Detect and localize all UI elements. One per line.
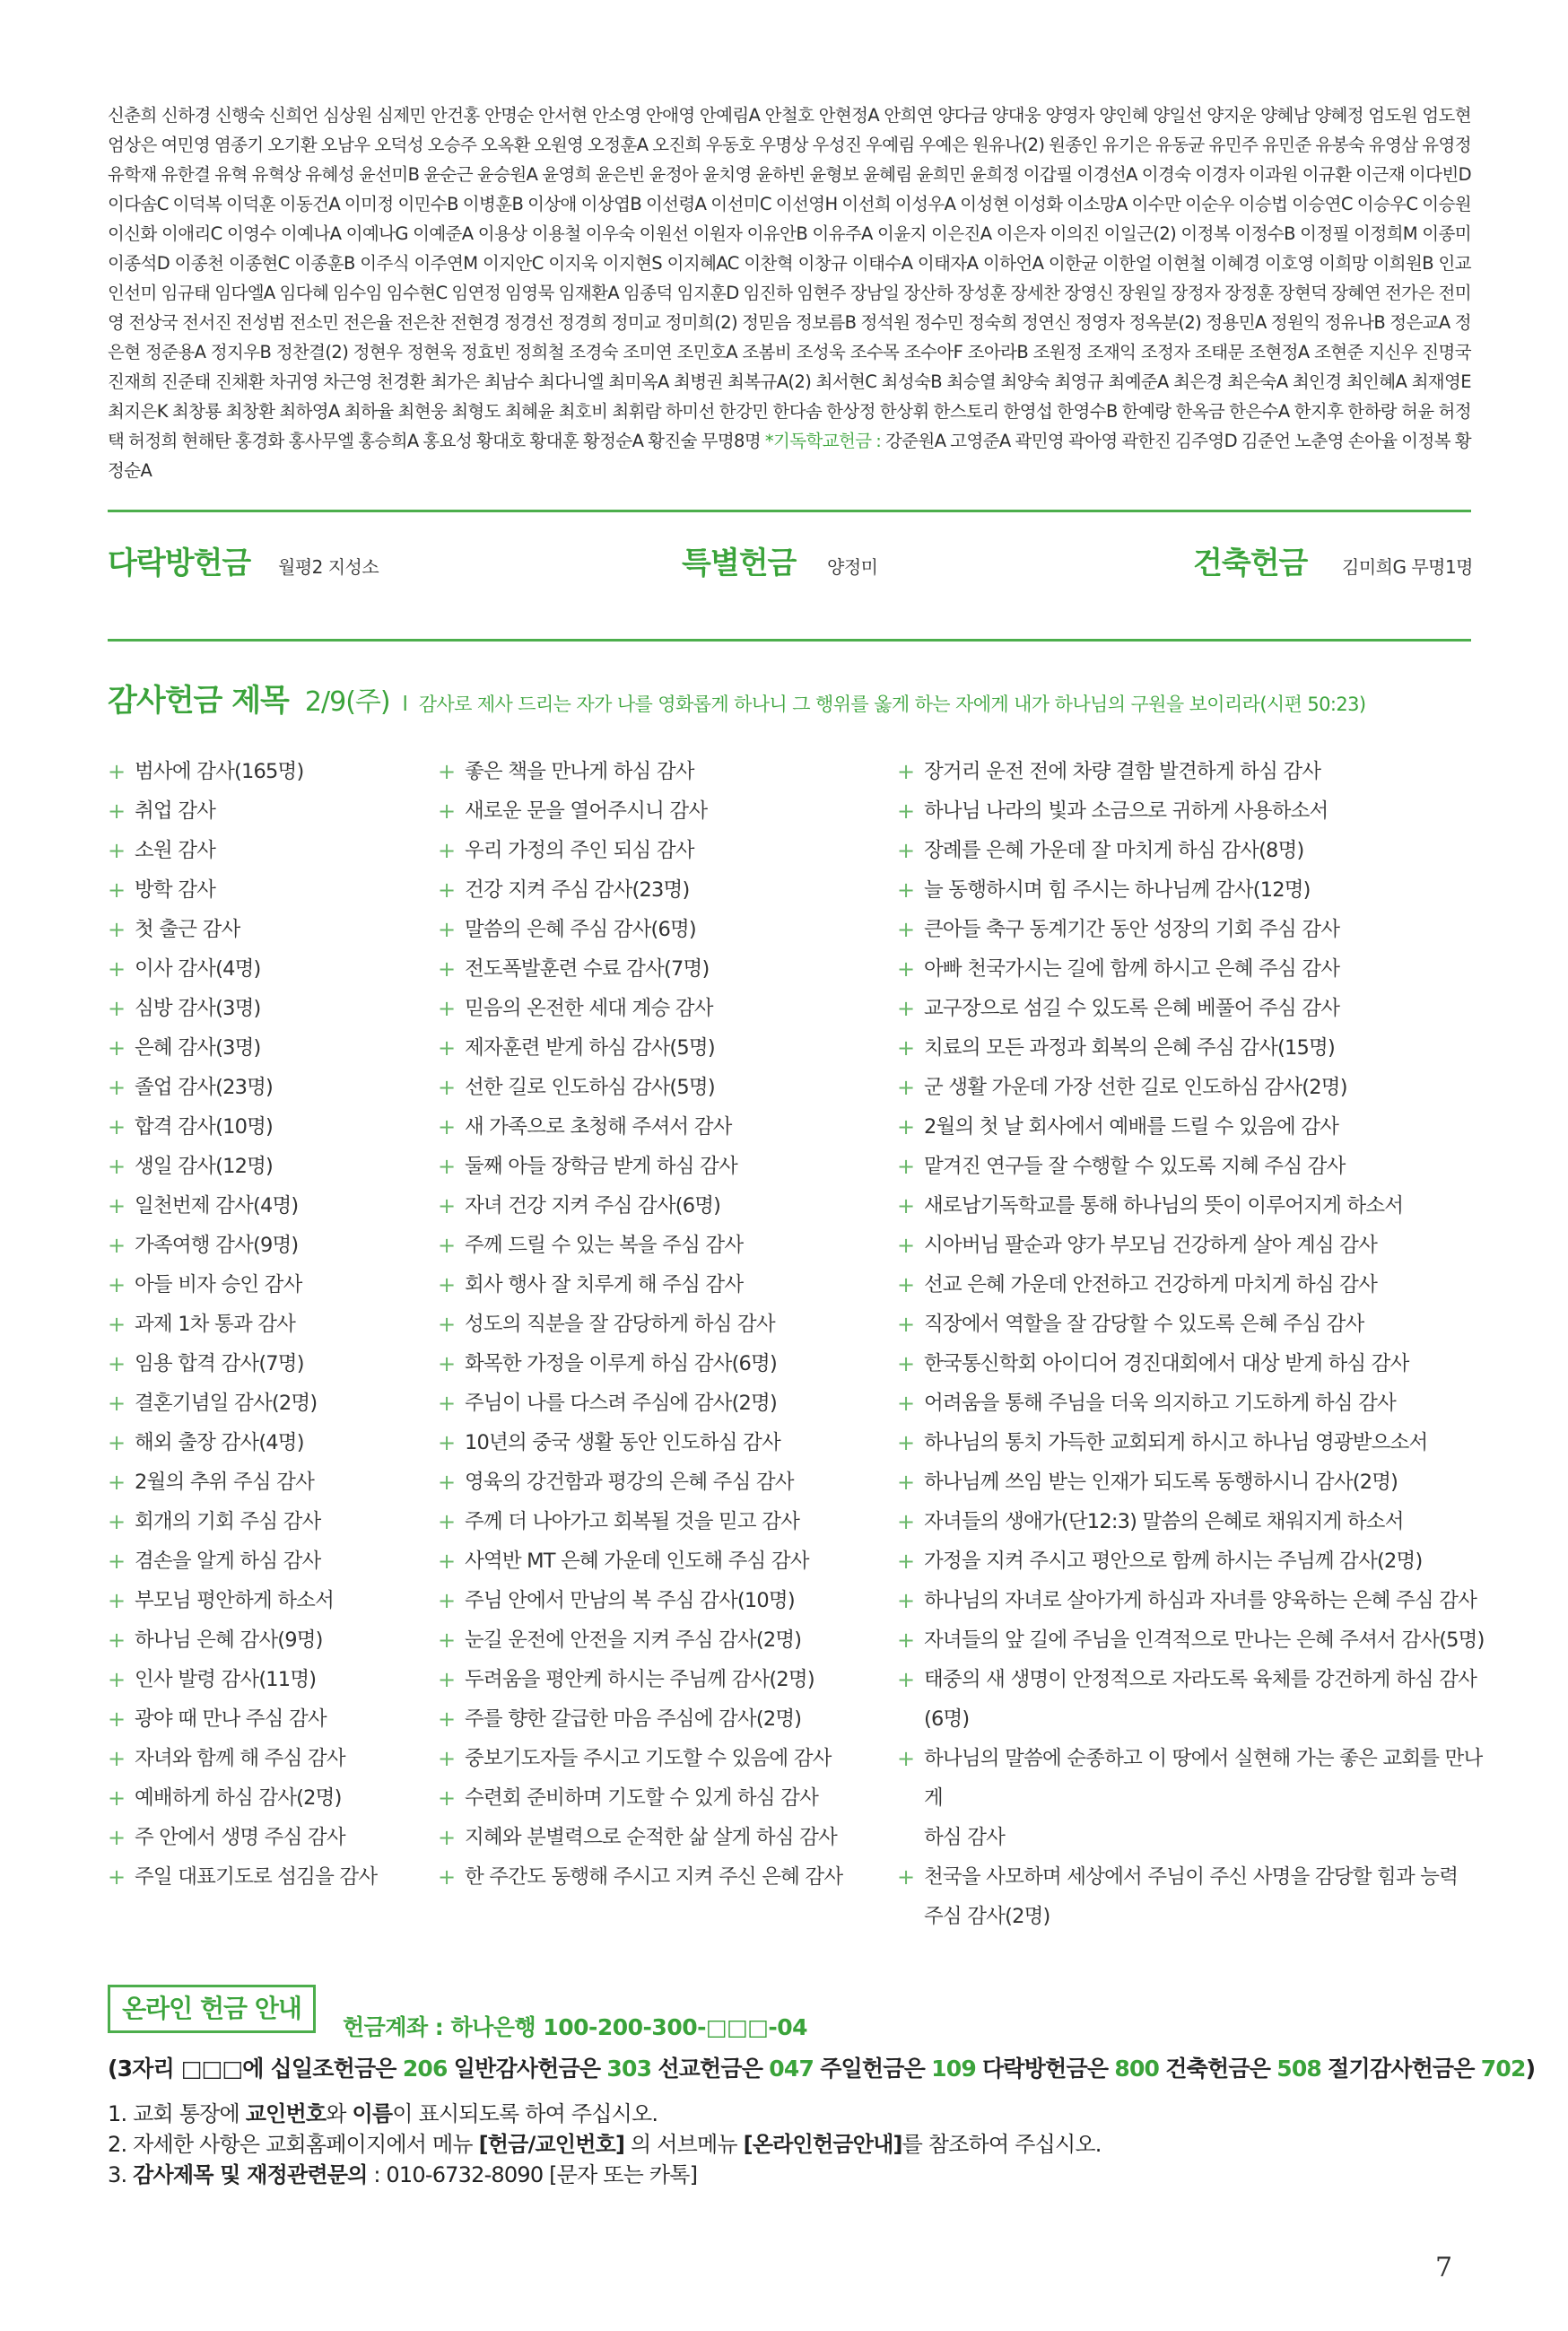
thanks-verse: 감사로 제사 드리는 자가 나를 영화롭게 하나니 그 행위를 옳게 하는 자에게 내가 하나님의 구원을 보이리라(시편 50:23) (418, 694, 1366, 715)
thanks-item (438, 1739, 895, 1778)
thanks-item-text: 눈길 운전에 안전을 지켜 주심 감사(2명) (465, 1628, 802, 1652)
thanks-item-text: 선교 은혜 가운데 안전하고 건강하게 마치게 하심 감사 (924, 1273, 1378, 1296)
thanks-item (897, 1226, 1489, 1265)
thanks-item (897, 1660, 1489, 1739)
thanks-item-text: 예배하게 하심 감사(2명) (135, 1786, 342, 1810)
thanks-item (108, 1462, 431, 1502)
thanks-separator: l (402, 694, 408, 716)
thanks-item-text: 자녀들의 생애가(단12:3) 말씀의 은혜로 채워지게 하소서 (924, 1510, 1404, 1533)
thanks-item (108, 1107, 431, 1147)
thanks-item-text: 성도의 직분을 잘 감당하게 하심 감사 (465, 1313, 775, 1336)
thanks-item (438, 1857, 895, 1897)
thanks-item-text: 선한 길로 인도하심 감사(5명) (465, 1076, 715, 1099)
thanks-item (438, 1699, 895, 1739)
thanks-item-text: 해외 출장 감사(4명) (135, 1431, 304, 1454)
code-festival: 702 (1480, 2056, 1526, 2082)
thanks-item-text: 좋은 책을 만나게 하심 감사 (465, 760, 694, 783)
thanks-item (897, 1541, 1489, 1581)
thanks-item-text: 우리 가정의 주인 되심 감사 (465, 839, 694, 862)
note-3-a: 3. (108, 2162, 134, 2187)
code-darak: 800 (1114, 2056, 1160, 2082)
thanks-item-text: 자녀 건강 지켜 주심 감사(6명) (465, 1194, 721, 1218)
code-tithe: 206 (402, 2056, 448, 2082)
thanks-item-text: 새 가족으로 초청해 주셔서 감사 (465, 1115, 732, 1139)
note-1-e: 이 표시되도록 하여 주십시오. (392, 2101, 658, 2126)
thanks-item (438, 1581, 895, 1620)
codes-label-mission: 선교헌금은 (658, 2056, 763, 2082)
thanks-item-text: 늘 동행하시며 힘 주시는 하나님께 감사(12명) (924, 878, 1311, 902)
code-thanks: 303 (606, 2056, 652, 2082)
thanks-item (897, 791, 1489, 831)
building-offering-title: 건축헌금 (1193, 546, 1308, 581)
page-number: 7 (1435, 2252, 1453, 2283)
thanks-item (438, 1226, 895, 1265)
thanks-item (438, 1778, 895, 1818)
thanks-item (108, 1857, 431, 1897)
thanks-item (108, 870, 431, 910)
thanks-item-text: 하나님의 통치 가득한 교회되게 하시고 하나님 영광받으소서 (924, 1431, 1428, 1454)
thanks-column-2 (438, 752, 895, 1897)
thanks-item-text: 영육의 강건함과 평강의 은혜 주심 감사 (465, 1471, 794, 1494)
thanks-item-text: 주님이 나를 다스려 주심에 감사(2명) (465, 1392, 777, 1415)
thanks-item-text: 2월의 추위 주심 감사 (135, 1471, 315, 1494)
thanks-item-text: 장거리 운전 전에 차량 결함 발견하게 하심 감사 (924, 760, 1321, 783)
thanks-item-text: 2월의 첫 날 회사에서 예배를 드릴 수 있음에 감사 (924, 1115, 1339, 1139)
thanks-item (108, 1068, 431, 1107)
thanks-item (108, 1699, 431, 1739)
thanks-item-text: 주일 대표기도로 섬김을 감사 (135, 1865, 378, 1889)
thanks-item-continuation: 주심 감사(2명) (924, 1905, 1050, 1928)
thanks-item-continuation: 하심 감사 (924, 1826, 1006, 1849)
thanks-item-text: 일천번제 감사(4명) (135, 1194, 299, 1218)
thanks-column-1 (108, 752, 431, 1897)
thanks-item-text: 한국통신학회 아이디어 경진대회에서 대상 받게 하심 감사 (924, 1352, 1409, 1375)
thanks-item-text: 합격 감사(10명) (135, 1115, 274, 1139)
thanks-item-text: 건강 지켜 주심 감사(23명) (465, 878, 690, 902)
thanks-item-text: 이사 감사(4명) (135, 957, 261, 981)
thanks-item-text: 겸손을 알게 하심 감사 (135, 1550, 321, 1573)
thanks-item (438, 1265, 895, 1305)
thanks-item-text: 맡겨진 연구들 잘 수행할 수 있도록 지혜 주심 감사 (924, 1155, 1346, 1178)
thanks-item-text: 부모님 평안하게 하소서 (135, 1589, 335, 1612)
thanks-item (438, 1344, 895, 1384)
codes-label-festival: 절기감사헌금은 (1328, 2056, 1475, 2082)
note-2-b: [헌금/교인번호] (478, 2132, 625, 2157)
thanks-item (897, 1739, 1489, 1857)
thanks-item (897, 1502, 1489, 1541)
thanks-item-text: 하나님 은혜 감사(9명) (135, 1628, 323, 1652)
thanks-item (438, 949, 895, 989)
thanks-item (897, 1857, 1489, 1936)
thanks-item (108, 1265, 431, 1305)
thanks-item (438, 1502, 895, 1541)
thanks-item (108, 1818, 431, 1857)
thanks-item-text: 첫 출근 감사 (135, 918, 240, 941)
thanks-item-text: 화목한 가정을 이루게 하심 감사(6명) (465, 1352, 777, 1375)
thanks-item (108, 1541, 431, 1581)
thanks-item (897, 1265, 1489, 1305)
thanks-item (438, 1660, 895, 1699)
special-offering-names: 양정미 (827, 556, 878, 578)
thanks-item-text: 하나님의 말씀에 순종하고 이 땅에서 실현해 가는 좋은 교회를 만나게 (924, 1747, 1483, 1810)
thanks-item (438, 1186, 895, 1226)
thanks-item-text: 심방 감사(3명) (135, 997, 261, 1020)
thanks-item-text: 두려움을 평안케 하시는 주님께 감사(2명) (465, 1668, 814, 1691)
thanks-column-3 (897, 752, 1489, 1936)
darak-offering-names: 월평2 지성소 (278, 556, 379, 578)
thanks-item (897, 752, 1489, 791)
thanks-item (438, 1818, 895, 1857)
thanks-item-text: 둘째 아들 장학금 받게 하심 감사 (465, 1155, 737, 1178)
thanks-item-text: 사역반 MT 은혜 가운데 인도해 주심 감사 (465, 1550, 809, 1573)
thanks-item (438, 791, 895, 831)
thanks-item (438, 831, 895, 870)
thanks-item (897, 910, 1489, 949)
thanks-item (108, 1226, 431, 1265)
thanks-item-text: 하나님 나라의 빛과 소금으로 귀하게 사용하소서 (924, 799, 1328, 823)
thanks-item (108, 1147, 431, 1186)
thanks-item (108, 1423, 431, 1462)
thanks-item-text: 새로운 문을 열어주시니 감사 (465, 799, 708, 823)
thanks-item (897, 1384, 1489, 1423)
codes-label-sunday: 주일헌금은 (820, 2056, 925, 2082)
thanks-item (108, 949, 431, 989)
building-offering-names: 김미희G 무명1명 (1342, 556, 1473, 578)
thanks-item-text: 주께 더 나아가고 회복될 것을 믿고 감사 (465, 1510, 800, 1533)
school-offering-label: *기독학교헌금 : (764, 431, 882, 451)
thanks-item-text: 군 생활 가운데 가장 선한 길로 인도하심 감사(2명) (924, 1076, 1347, 1099)
thanks-item-text: 방학 감사 (135, 878, 216, 902)
thanks-item-text: 광야 때 만나 주심 감사 (135, 1707, 327, 1731)
thanks-item-text: 취업 감사 (135, 799, 216, 823)
note-2 (108, 2126, 1102, 2158)
thanks-item (108, 1778, 431, 1818)
thanks-item (897, 1344, 1489, 1384)
thanks-item-text: 아빠 천국가시는 길에 함께 하시고 은혜 주심 감사 (924, 957, 1340, 981)
thanks-item (108, 1660, 431, 1699)
code-mission: 047 (769, 2056, 814, 2082)
note-2-c: 의 서브메뉴 (624, 2132, 744, 2157)
thanks-item (897, 949, 1489, 989)
codes-suffix: ) (1525, 2056, 1536, 2082)
thanks-item-text: 소원 감사 (135, 839, 216, 862)
thanks-item (108, 1620, 431, 1660)
thanks-item (438, 752, 895, 791)
codes-prefix: (3자리 □□□에 십일조헌금은 (108, 2056, 396, 2082)
thanks-item-text: 은혜 감사(3명) (135, 1036, 261, 1060)
codes-label-building: 건축헌금은 (1165, 2056, 1271, 2082)
thanks-item (108, 752, 431, 791)
thanks-item-text: 큰아들 축구 동계기간 동안 성장의 기회 주심 감사 (924, 918, 1340, 941)
note-2-e: 를 참조하여 주십시오. (902, 2132, 1102, 2157)
school-offering-names: 강준원A 고영준A 곽민영 곽아영 곽한진 김주영D 김준언 노춘영 손아율 이정복 황정순A (108, 431, 1471, 481)
online-offering-title: 온라인 헌금 안내 (108, 1985, 316, 2033)
thanks-item-text: 주님 안에서 만남의 복 주심 감사(10명) (465, 1589, 795, 1612)
thanks-item-text: 자녀들의 앞 길에 주님을 인격적으로 만나는 은혜 주셔서 감사(5명) (924, 1628, 1485, 1652)
thanks-item-text: 말씀의 은혜 주심 감사(6명) (465, 918, 696, 941)
thanks-item (108, 1344, 431, 1384)
thanks-item (108, 1384, 431, 1423)
thanks-item (108, 1305, 431, 1344)
thanks-item (108, 791, 431, 831)
thanks-item-text: 한 주간도 동행해 주시고 지켜 주신 은혜 감사 (465, 1865, 843, 1889)
thanks-item (897, 831, 1489, 870)
thanks-item (897, 1107, 1489, 1147)
thanks-item-text: 가정을 지켜 주시고 평안으로 함께 하시는 주님께 감사(2명) (924, 1550, 1423, 1573)
thanks-item-text: 천국을 사모하며 세상에서 주님이 주신 사명을 감당할 힘과 능력 (924, 1865, 1459, 1889)
thanks-item (108, 910, 431, 949)
thanks-item-text: 태중의 새 생명이 안정적으로 자라도록 육체를 강건하게 하심 감사(6명) (924, 1668, 1477, 1731)
thanks-item-text: 주 안에서 생명 주심 감사 (135, 1826, 345, 1849)
thanks-item-text: 수련회 준비하며 기도할 수 있게 하심 감사 (465, 1786, 819, 1810)
thanks-item-text: 제자훈련 받게 하심 감사(5명) (465, 1036, 715, 1060)
thanks-item (438, 1384, 895, 1423)
thanks-item (897, 870, 1489, 910)
code-sunday: 109 (931, 2056, 976, 2082)
note-1 (108, 2096, 658, 2127)
thanks-item (438, 989, 895, 1028)
codes-label-darak: 다락방헌금은 (982, 2056, 1109, 2082)
thanks-item (897, 1423, 1489, 1462)
donor-list (108, 100, 1471, 485)
thanks-item (438, 1068, 895, 1107)
darak-offering-title: 다락방헌금 (108, 546, 251, 581)
thanks-item-text: 교구장으로 섬길 수 있도록 은혜 베풀어 주심 감사 (924, 997, 1340, 1020)
thanks-item (438, 1305, 895, 1344)
codes-label-thanks: 일반감사헌금은 (453, 2056, 601, 2082)
thanks-item-text: 새로남기독학교를 통해 하나님의 뜻이 이루어지게 하소서 (924, 1194, 1404, 1218)
thanks-item (438, 870, 895, 910)
thanks-item (108, 1502, 431, 1541)
offering-account: 헌금계좌 : 하나은행 100-200-300-□□□-04 (343, 2014, 808, 2040)
thanks-item (897, 989, 1489, 1028)
thanks-item-text: 졸업 감사(23명) (135, 1076, 274, 1099)
thanks-title: 감사헌금 제목 (108, 683, 289, 719)
donor-names: 신춘희 신하경 신행숙 신희언 심상원 심제민 안건홍 안명순 안서현 안소영 안애영 안예림A 안철호 안현정A 안희연 양다금 양대웅 양영자 양인혜 양일선 양지운 양혜남 양혜정 엄도원 엄도현 엄상은 여민영 염종기 오기환 오남우 오덕성 오승주 오옥환 오원영 오정훈A 오진희 우동호 우명상 우성진 우예림 우예은 원유나(2) 원종인 유기은 유동균 유민주 유민준 유봉숙 유영삼 유영정 유학재 유한결 유혁 유혁상 유혜성 윤선미B 윤순근 윤승원A 윤영희 윤은빈 윤정아 윤치영 윤하빈 윤형보 윤혜림 윤희민 윤희정 이갑필 이경선A 이경숙 이경자 이과원 이규환 이근재 이다빈D 이다솜C 이덕복 이덕훈 이동건A 이미정 이민수B 이병훈B 이상애 이상엽B 이선령A 이선미C 이선영H 이선희 이성우A 이성현 이성화 이소망A 이수만 이순우 이승법 이승연C 이승우C 이승원 이신화 이애리C 이영수 이예나A 이예나G 이예준A 이용상 이용철 이우숙 이원선 이원자 이유안B 이유주A 이윤지 이은진A 이은자 이의진 이일근(2) 이정복 이정수B 이정필 이정희M 이종미 이종석D 이종천 이종현C 이종훈B 이주식 이주연M 이지안C 이지욱 이지현S 이지혜AC 이찬혁 이창규 이태수A 이태자A 이하언A 이한균 이한얼 이현철 이혜경 이호영 이희망 이희원B 인교 인선미 임규태 임다엘A 임다혜 임수임 임수현C 임연정 임영묵 임재환A 임종덕 임지훈D 임진하 임현주 장남일 장산하 장성훈 장세찬 장영신 장원일 장정자 장정훈 장현덕 장혜연 전가은 전미영 전상국 전서진 전성범 전소민 전은율 전은찬 전현경 정경선 정경희 정미교 정미희(2) 정믿음 정보름B 정석원 정수민 정숙희 정연신 정영자 정옥분(2) 정용민A 정원익 정유나B 정은교A 정은현 정준용A 정지우B 정찬결(2) 정현우 정현욱 정효빈 정희철 조경숙 조미연 조민호A 조봄비 조성욱 조수목 조수아F 조아라B 조원정 조재익 조정자 조태문 조현정A 조현준 지신우 진명국 진재희 진준태 진채환 차귀영 차근영 천경환 최가은 최남수 최다니엘 최미옥A 최병권 최복규A(2) 최서현C 최성숙B 최승열 최양숙 최영규 최예준A 최은경 최은숙A 최인경 최인혜A 최재영E 최지은K 최창룡 최창환 최하영A 최하율 최현웅 최형도 최혜윤 최호비 최휘람 하미선 한강민 한다솜 한상정 한상휘 한스토리 한영섭 한영수B 한예랑 한옥금 한은수A 한지후 한하랑 허윤 허정택 허정희 현해탄 홍경화 홍사무엘 홍승희A 홍요성 황대호 황대훈 황정순A 황진술 무명8명 (108, 105, 1471, 451)
thanks-item-text: 회개의 기회 주심 감사 (135, 1510, 321, 1533)
thanks-item-text: 생일 감사(12명) (135, 1155, 274, 1178)
divider-top (108, 510, 1471, 512)
thanks-item-text: 중보기도자들 주시고 기도할 수 있음에 감사 (465, 1747, 832, 1770)
thanks-item (438, 1462, 895, 1502)
note-1-b: 교인번호 (245, 2101, 327, 2126)
thanks-item-text: 아들 비자 승인 감사 (135, 1273, 302, 1296)
thanks-item-text: 인사 발령 감사(11명) (135, 1668, 317, 1691)
note-3-b: 감사제목 및 재정관련문의 (133, 2162, 368, 2187)
thanks-item (897, 1305, 1489, 1344)
thanks-item (897, 1028, 1489, 1068)
thanks-item-text: 어려움을 통해 주님을 더욱 의지하고 기도하게 하심 감사 (924, 1392, 1396, 1415)
thanks-item-text: 임용 합격 감사(7명) (135, 1352, 304, 1375)
special-offering-title: 특별헌금 (682, 546, 797, 581)
thanks-item-text: 주께 드릴 수 있는 복을 주심 감사 (465, 1234, 744, 1257)
thanks-header (108, 676, 1489, 720)
note-1-d: 이름 (352, 2101, 393, 2126)
code-building: 508 (1276, 2056, 1322, 2082)
thanks-item-text: 장례를 은혜 가운데 잘 마치게 하심 감사(8명) (924, 839, 1304, 862)
thanks-item-text: 10년의 중국 생활 동안 인도하심 감사 (465, 1431, 780, 1454)
note-1-a: 1. 교회 통장에 (108, 2101, 246, 2126)
thanks-item (897, 1147, 1489, 1186)
thanks-item-text: 과제 1차 통과 감사 (135, 1313, 296, 1336)
thanks-item (438, 1028, 895, 1068)
thanks-item-text: 하나님께 쓰임 받는 인재가 되도록 동행하시니 감사(2명) (924, 1471, 1398, 1494)
thanks-date: 2/9(주) (304, 686, 390, 718)
thanks-item-text: 하나님의 자녀로 살아가게 하심과 자녀를 양육하는 은혜 주심 감사 (924, 1589, 1477, 1612)
thanks-item (108, 1028, 431, 1068)
thanks-item (897, 1462, 1489, 1502)
thanks-item-text: 믿음의 온전한 세대 계승 감사 (465, 997, 713, 1020)
offering-codes (108, 2051, 1536, 2083)
thanks-item (438, 1541, 895, 1581)
thanks-item (438, 1620, 895, 1660)
thanks-item-text: 치료의 모든 과정과 회복의 은혜 주심 감사(15명) (924, 1036, 1335, 1060)
note-3 (108, 2157, 697, 2188)
thanks-item (108, 1186, 431, 1226)
thanks-item (438, 1107, 895, 1147)
note-2-d: [온라인헌금안내] (743, 2132, 902, 2157)
thanks-item (108, 831, 431, 870)
thanks-item (108, 989, 431, 1028)
thanks-item-text: 자녀와 함께 해 주심 감사 (135, 1747, 345, 1770)
thanks-item-text: 회사 행사 잘 치루게 해 주심 감사 (465, 1273, 744, 1296)
note-3-c: : 010-6732-8090 [문자 또는 카톡] (367, 2162, 698, 2187)
thanks-item (897, 1620, 1489, 1660)
thanks-item-text: 결혼기념일 감사(2명) (135, 1392, 318, 1415)
thanks-item (897, 1581, 1489, 1620)
thanks-item (108, 1739, 431, 1778)
thanks-item-text: 지혜와 분별력으로 순적한 삶 살게 하심 감사 (465, 1826, 837, 1849)
thanks-item-text: 직장에서 역할을 잘 감당할 수 있도록 은혜 주심 감사 (924, 1313, 1364, 1336)
thanks-item-text: 범사에 감사(165명) (135, 760, 304, 783)
thanks-item (438, 1147, 895, 1186)
thanks-item-text: 가족여행 감사(9명) (135, 1234, 299, 1257)
thanks-item-text: 주를 향한 갈급한 마음 주심에 감사(2명) (465, 1707, 802, 1731)
thanks-item (438, 910, 895, 949)
thanks-item-text: 시아버님 팔순과 양가 부모님 건강하게 살아 계심 감사 (924, 1234, 1378, 1257)
note-2-a: 2. 자세한 사항은 교회홈페이지에서 메뉴 (108, 2132, 479, 2157)
thanks-item (897, 1068, 1489, 1107)
thanks-item (897, 1186, 1489, 1226)
note-1-c: 와 (326, 2101, 353, 2126)
thanks-item (438, 1423, 895, 1462)
divider-middle (108, 639, 1471, 642)
thanks-item (108, 1581, 431, 1620)
thanks-item-text: 전도폭발훈련 수료 감사(7명) (465, 957, 710, 981)
